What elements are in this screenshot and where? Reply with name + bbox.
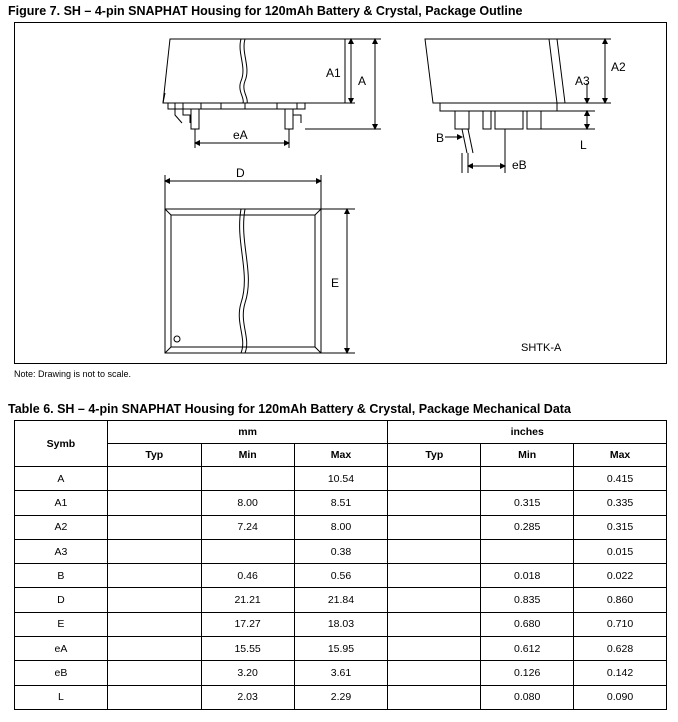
table-cell-mm-min: [201, 539, 294, 563]
table-cell-in-min: [481, 467, 574, 491]
table-cell-in-min: 0.612: [481, 637, 574, 661]
table-cell-symb: A1: [15, 491, 108, 515]
dim-label-ea: eA: [233, 128, 248, 142]
table-cell-in-typ: [388, 491, 481, 515]
table-cell-in-typ: [388, 637, 481, 661]
outline-drawing: [15, 23, 666, 363]
table-cell-in-max: 0.628: [574, 637, 667, 661]
table-cell-in-typ: [388, 612, 481, 636]
dim-label-l: L: [580, 138, 587, 152]
table-cell-in-max: 0.022: [574, 564, 667, 588]
package-outline-figure: [14, 22, 667, 364]
table-cell-mm-min: 7.24: [201, 515, 294, 539]
header-mm-typ: Typ: [107, 444, 201, 467]
table-row: [15, 539, 667, 563]
table-body: [15, 467, 667, 710]
table-cell-mm-max: 21.84: [294, 588, 388, 612]
table-cell-mm-max: 0.38: [294, 539, 388, 563]
table-cell-in-min: 0.080: [481, 685, 574, 709]
table-row: [15, 515, 667, 539]
table-cell-mm-typ: [107, 564, 201, 588]
table-cell-in-max: 0.142: [574, 661, 667, 685]
dim-label-a2: A2: [611, 60, 626, 74]
table-cell-in-typ: [388, 467, 481, 491]
table-cell-symb: L: [15, 685, 108, 709]
table-cell-symb: eA: [15, 637, 108, 661]
table-cell-mm-max: 0.56: [294, 564, 388, 588]
table-cell-symb: D: [15, 588, 108, 612]
header-in-max: Max: [574, 444, 667, 467]
header-symb: Symb: [15, 421, 108, 467]
table-cell-in-min: 0.285: [481, 515, 574, 539]
table-cell-mm-typ: [107, 612, 201, 636]
table-row: [15, 685, 667, 709]
table-cell-in-min: 0.126: [481, 661, 574, 685]
dim-label-eb: eB: [512, 158, 527, 172]
table-cell-mm-max: 2.29: [294, 685, 388, 709]
table-cell-mm-max: 3.61: [294, 661, 388, 685]
table-cell-mm-max: 15.95: [294, 637, 388, 661]
table-row: [15, 564, 667, 588]
table-cell-symb: A2: [15, 515, 108, 539]
dim-label-a3: A3: [575, 74, 590, 88]
mechanical-data-table: [14, 420, 667, 710]
dim-label-a: A: [358, 74, 367, 88]
table-cell-in-typ: [388, 588, 481, 612]
table-cell-mm-min: [201, 467, 294, 491]
header-inches: inches: [388, 421, 667, 444]
table-cell-mm-max: 8.00: [294, 515, 388, 539]
table-cell-in-min: 0.680: [481, 612, 574, 636]
table-cell-mm-min: 2.03: [201, 685, 294, 709]
table-cell-mm-min: 3.20: [201, 661, 294, 685]
figure-title: Figure 7. SH – 4-pin SNAPHAT Housing for 120mAh Battery & Crystal, Package Outline: [8, 4, 523, 18]
table-cell-symb: A: [15, 467, 108, 491]
table-cell-symb: B: [15, 564, 108, 588]
table-cell-mm-min: 17.27: [201, 612, 294, 636]
end-view-drawing: [425, 39, 611, 173]
table-cell-in-min: [481, 539, 574, 563]
table-cell-mm-max: 8.51: [294, 491, 388, 515]
table-cell-in-max: 0.315: [574, 515, 667, 539]
header-in-typ: Typ: [388, 444, 481, 467]
table-cell-in-max: 0.710: [574, 612, 667, 636]
table-row: [15, 637, 667, 661]
table-title: Table 6. SH – 4-pin SNAPHAT Housing for 120mAh Battery & Crystal, Package Mechanical Data: [8, 402, 571, 416]
table-cell-mm-typ: [107, 588, 201, 612]
table-cell-mm-typ: [107, 491, 201, 515]
table-cell-mm-typ: [107, 685, 201, 709]
table-cell-mm-min: 15.55: [201, 637, 294, 661]
table-cell-in-min: 0.315: [481, 491, 574, 515]
table-row: [15, 588, 667, 612]
dim-label-d: D: [236, 166, 245, 180]
dim-label-a1: A1: [326, 66, 341, 80]
table-cell-mm-typ: [107, 661, 201, 685]
table-cell-in-max: 0.415: [574, 467, 667, 491]
table-cell-in-max: 0.860: [574, 588, 667, 612]
table-cell-mm-typ: [107, 539, 201, 563]
table-cell-in-min: 0.835: [481, 588, 574, 612]
table-cell-in-max: 0.015: [574, 539, 667, 563]
table-cell-symb: E: [15, 612, 108, 636]
table-cell-mm-min: 0.46: [201, 564, 294, 588]
header-mm-min: Min: [201, 444, 294, 467]
drawing-reference: SHTK-A: [521, 342, 562, 354]
table-cell-in-max: 0.090: [574, 685, 667, 709]
drawing-note: Note: Drawing is not to scale.: [14, 369, 132, 379]
table-cell-mm-min: 21.21: [201, 588, 294, 612]
table-cell-mm-typ: [107, 467, 201, 491]
table-cell-in-typ: [388, 564, 481, 588]
header-mm: mm: [107, 421, 388, 444]
dim-label-e: E: [331, 276, 340, 290]
table-cell-in-typ: [388, 685, 481, 709]
side-view-drawing: [163, 39, 381, 148]
table-row: [15, 491, 667, 515]
table-cell-in-typ: [388, 661, 481, 685]
header-mm-max: Max: [294, 444, 388, 467]
header-in-min: Min: [481, 444, 574, 467]
table-cell-mm-typ: [107, 637, 201, 661]
table-cell-mm-typ: [107, 515, 201, 539]
dim-label-b: B: [436, 131, 445, 145]
table-cell-in-typ: [388, 539, 481, 563]
table-cell-symb: A3: [15, 539, 108, 563]
table-cell-in-typ: [388, 515, 481, 539]
table-cell-in-max: 0.335: [574, 491, 667, 515]
top-view-drawing: [165, 175, 355, 353]
table-cell-mm-min: 8.00: [201, 491, 294, 515]
table-row: [15, 467, 667, 491]
table-cell-mm-max: 10.54: [294, 467, 388, 491]
table-cell-symb: eB: [15, 661, 108, 685]
table-row: [15, 612, 667, 636]
table-row: [15, 661, 667, 685]
table-cell-in-min: 0.018: [481, 564, 574, 588]
table-cell-mm-max: 18.03: [294, 612, 388, 636]
